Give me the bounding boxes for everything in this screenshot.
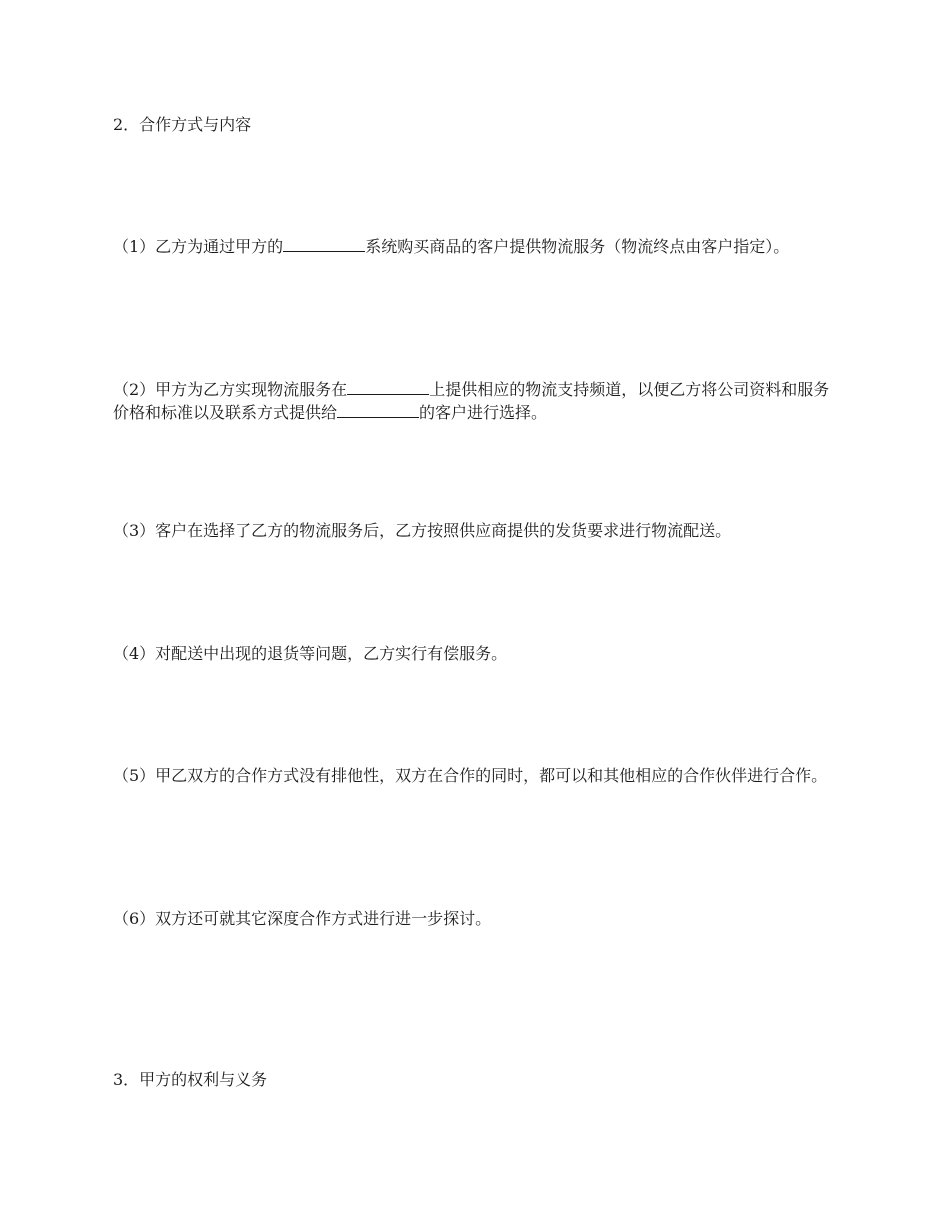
section-heading-2: 2．合作方式与内容: [113, 115, 252, 134]
clause-2-text-a: （2）甲方为乙方实现物流服务在: [113, 380, 348, 399]
clause-1-text-b: 系统购买商品的客户提供物流服务（物流终点由客户指定）。: [365, 237, 790, 256]
clause-3: （3）客户在选择了乙方的物流服务后，乙方按照供应商提供的发货要求进行物流配送。: [113, 521, 732, 540]
clause-2-text-c: 的客户进行选择。: [419, 403, 548, 422]
fill-blank[interactable]: [283, 235, 365, 252]
clause-5: （5）甲乙双方的合作方式没有排他性，双方在合作的同时，都可以和其他相应的合作伙伴进行合作。: [113, 766, 828, 785]
clause-1: [113, 235, 843, 258]
clause-6: （6）双方还可就其它深度合作方式进行进一步探讨。: [113, 909, 492, 928]
clause-1-text-a: （1）乙方为通过甲方的: [113, 237, 284, 256]
clause-2: [113, 378, 843, 424]
section-heading-3: 3．甲方的权利与义务: [113, 1070, 268, 1089]
fill-blank[interactable]: [337, 401, 419, 418]
clause-2-text-b: 上提供相应的物流支持频道，以便乙方将公司资料和服务价格和标准以及联系方式提供给: [113, 380, 830, 422]
fill-blank[interactable]: [347, 378, 429, 395]
clause-4: （4）对配送中出现的退货等问题，乙方实行有偿服务。: [113, 644, 508, 663]
